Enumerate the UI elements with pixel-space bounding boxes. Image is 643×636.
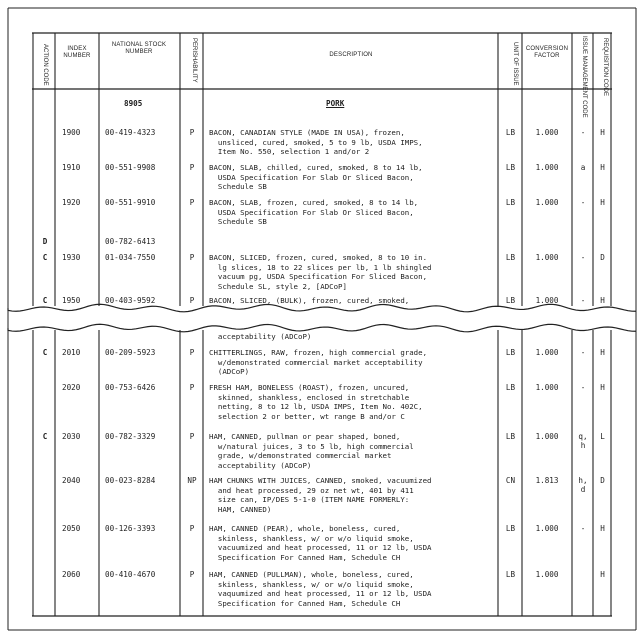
header-index-number	[57, 46, 97, 60]
description-line: Schedule SL, style 2, [ADCoP]	[209, 281, 347, 291]
conversion-factor: 1.000	[535, 128, 559, 137]
national-stock-number: 00-126-3393	[105, 524, 156, 533]
national-stock-number: 00-209-5923	[105, 348, 156, 357]
issue-management-code: -	[580, 198, 586, 207]
conversion-factor: 1.000	[535, 432, 559, 441]
description-line: skinned, shankless, enclosed in stretchable	[209, 392, 410, 402]
unit-of-issue: LB	[505, 163, 516, 172]
description-line: Specification For Canned Ham, Schedule CH	[209, 552, 401, 562]
description-line: netting, 8 to 12 lb, USDA IMPS, Item No. 402C,	[209, 402, 423, 412]
header-nsn-text: NATIONAL STOCK NUMBER	[111, 42, 167, 55]
conversion-factor: 1.000	[535, 296, 559, 305]
description-line: USDA Specification For Slab Or Sliced Bacon,	[209, 172, 414, 182]
description-line: vaquumized and heat processed, 11 or 12 lb, USDA	[209, 589, 432, 599]
index-number: 2030	[62, 432, 81, 441]
perishability: P	[189, 348, 195, 357]
requisition-code: H	[600, 296, 605, 305]
conversion-factor: 1.000	[535, 198, 559, 207]
perishability: P	[189, 253, 195, 262]
action-code: C	[42, 348, 48, 357]
issue-management-code: q,	[578, 432, 588, 441]
index-number: 2050	[62, 524, 81, 533]
header-perishability: PERISHABILITY	[191, 38, 197, 83]
issue-management-code: -	[580, 296, 586, 305]
header-unit-of-issue: UNIT OF ISSUE	[512, 42, 518, 86]
action-code: D	[42, 237, 48, 246]
description-line: skinless, shankless, w/ or w/o liquid smoke,	[209, 533, 414, 543]
requisition-code: H	[600, 128, 605, 137]
issue-management-code: d	[580, 485, 586, 494]
unit-of-issue: LB	[505, 198, 516, 207]
description-line: Schedule SB	[209, 182, 267, 192]
issue-management-code: -	[580, 253, 586, 262]
description-line: HAM CHUNKS WITH JUICES, CANNED, smoked, vacuumized	[209, 476, 432, 485]
unit-of-issue: CN	[505, 476, 516, 485]
requisition-code: H	[600, 198, 605, 207]
requisition-code: L	[600, 432, 605, 441]
header-conversion-factor-text: CONVERSION FACTOR	[525, 46, 569, 59]
description-line: w/natural juices, 3 to 5 lb, high commercial	[209, 441, 414, 451]
conversion-factor: 1.000	[535, 383, 559, 392]
header-nsn	[103, 42, 175, 56]
national-stock-number: 00-419-4323	[105, 128, 156, 137]
issue-management-code: h	[580, 441, 586, 450]
header-index-number-text: INDEX NUMBER	[63, 46, 91, 59]
description-line: vacuum pg, USDA Specification For Sliced Bacon,	[209, 272, 428, 282]
national-stock-number: 00-753-6426	[105, 383, 156, 392]
description-line: Schedule SB	[209, 217, 267, 227]
description-line: and heat processed, 29 oz net wt, 401 by 411	[209, 485, 414, 495]
national-stock-number: 00-551-9910	[105, 198, 156, 207]
conversion-factor: 1.000	[535, 163, 559, 172]
unit-of-issue: LB	[505, 348, 516, 357]
header-issue-management-code: ISSUE MANAGEMENT CODE	[581, 36, 587, 118]
index-number: 1930	[62, 253, 81, 262]
perishability: P	[189, 432, 195, 441]
perishability: P	[189, 198, 195, 207]
national-stock-number: 00-551-9908	[105, 163, 156, 172]
description-line: HAM, CANNED (PEAR), whole, boneless, cured,	[209, 524, 401, 533]
description-line: BACON, SLAB, frozen, cured, smoked, 8 to 14 lb,	[209, 198, 419, 207]
issue-management-code: -	[580, 524, 586, 533]
description-line: BACON, SLICED, frozen, cured, smoked, 8 to 10 in.	[209, 253, 428, 262]
description-line: Specification for Canned Ham, Schedule CH	[209, 598, 401, 608]
issue-management-code: h,	[578, 476, 588, 485]
national-stock-number: 01-034-7550	[105, 253, 156, 262]
national-stock-number: 00-023-8284	[105, 476, 156, 485]
description-line: vacuumized and heat processed, 11 or 12 lb, USDA	[209, 543, 432, 553]
description-line: w/demonstrated commercial market acceptability	[209, 357, 423, 367]
perishability: P	[189, 128, 195, 137]
index-number: 2020	[62, 383, 81, 392]
header-description: DESCRIPTION	[329, 52, 373, 58]
index-number: 2010	[62, 348, 81, 357]
perishability: NP	[187, 476, 197, 485]
issue-management-code: -	[580, 383, 586, 392]
description-line: unsliced, cured, smoked, 5 to 9 lb, USDA IMPS,	[209, 137, 423, 147]
description-line: Item No. 550, selection 1 and/or 2	[209, 147, 370, 157]
national-stock-number: 00-782-3329	[105, 432, 156, 441]
fsc-code: 8905	[124, 99, 143, 108]
perishability: P	[189, 296, 195, 305]
description-line: USDA Specification For Slab Or Sliced Bacon,	[209, 207, 414, 217]
action-code: C	[42, 432, 48, 441]
description-line: lg slices, 18 to 22 slices per lb, 1 lb shingled	[209, 262, 432, 272]
issue-management-code: -	[580, 348, 586, 357]
index-number: 2040	[62, 476, 81, 485]
description-line: skinless, shankless, w/ or w/o liquid smoke,	[209, 579, 414, 589]
requisition-code: D	[600, 476, 605, 485]
conversion-factor: 1.000	[535, 570, 559, 579]
action-code: C	[42, 296, 48, 305]
unit-of-issue: LB	[505, 253, 516, 262]
index-number: 1910	[62, 163, 81, 172]
requisition-code: H	[600, 524, 605, 533]
description-line: grade, w/demonstrated commercial market	[209, 451, 392, 461]
description-line: BACON, CANADIAN STYLE (MADE IN USA), frozen,	[209, 128, 405, 137]
unit-of-issue: LB	[505, 432, 516, 441]
issue-management-code: -	[580, 128, 586, 137]
index-number: 1900	[62, 128, 81, 137]
break-gap	[8, 306, 638, 330]
description-line: BACON, SLICED, (BULK), frozen, cured, smoked,	[209, 296, 410, 305]
requisition-code: H	[600, 348, 605, 357]
description-line: FRESH HAM, BONELESS (ROAST), frozen, uncured,	[209, 383, 410, 392]
requisition-code: H	[600, 383, 605, 392]
national-stock-number: 00-410-4670	[105, 570, 156, 579]
action-code: C	[42, 253, 48, 262]
description-line: selection 2 or better, wt range B and/or C	[209, 411, 405, 421]
unit-of-issue: LB	[505, 524, 516, 533]
requisition-code: H	[600, 163, 605, 172]
description-line: HAM, CANNED, pullman or pear shaped, boned,	[209, 432, 401, 441]
unit-of-issue: LB	[505, 383, 516, 392]
header-conversion-factor	[524, 46, 570, 60]
header-action-code: ACTION CODE	[42, 44, 48, 86]
index-number: 1920	[62, 198, 81, 207]
perishability: P	[189, 570, 195, 579]
description-line: HAM, CANNED (PULLMAN), whole, boneless, cured,	[209, 570, 414, 579]
conversion-factor: 1.813	[535, 476, 559, 485]
perishability: P	[189, 524, 195, 533]
national-stock-number: 00-782-6413	[105, 237, 156, 246]
perishability: P	[189, 383, 195, 392]
requisition-code: H	[600, 570, 605, 579]
description-line: HAM, CANNED)	[209, 504, 272, 514]
perishability: P	[189, 163, 195, 172]
conversion-factor: 1.000	[535, 524, 559, 533]
header-requisition-code: REQUISITION CODE	[602, 38, 608, 97]
issue-management-code: a	[580, 163, 586, 172]
section-title: PORK	[326, 99, 345, 108]
conversion-factor: 1.000	[535, 348, 559, 357]
conversion-factor: 1.000	[535, 253, 559, 262]
index-number: 1950	[62, 296, 81, 305]
unit-of-issue: LB	[505, 570, 516, 579]
description-fragment: acceptability (ADCoP)	[209, 332, 312, 341]
description-line: CHITTERLINGS, RAW, frozen, high commercial grade,	[209, 348, 428, 357]
national-stock-number: 00-403-9592	[105, 296, 156, 305]
description-line: BACON, SLAB, chilled, cured, smoked, 8 to 14 lb,	[209, 163, 423, 172]
description-line: acceptability (ADCoP)	[209, 460, 312, 470]
description-line: size can, IP/DES 5-1-0 (ITEM NAME FORMERLY:	[209, 495, 410, 505]
unit-of-issue: LB	[505, 128, 516, 137]
index-number: 2060	[62, 570, 81, 579]
unit-of-issue: LB	[505, 296, 516, 305]
requisition-code: D	[600, 253, 605, 262]
description-line: (ADCoP)	[209, 367, 250, 377]
